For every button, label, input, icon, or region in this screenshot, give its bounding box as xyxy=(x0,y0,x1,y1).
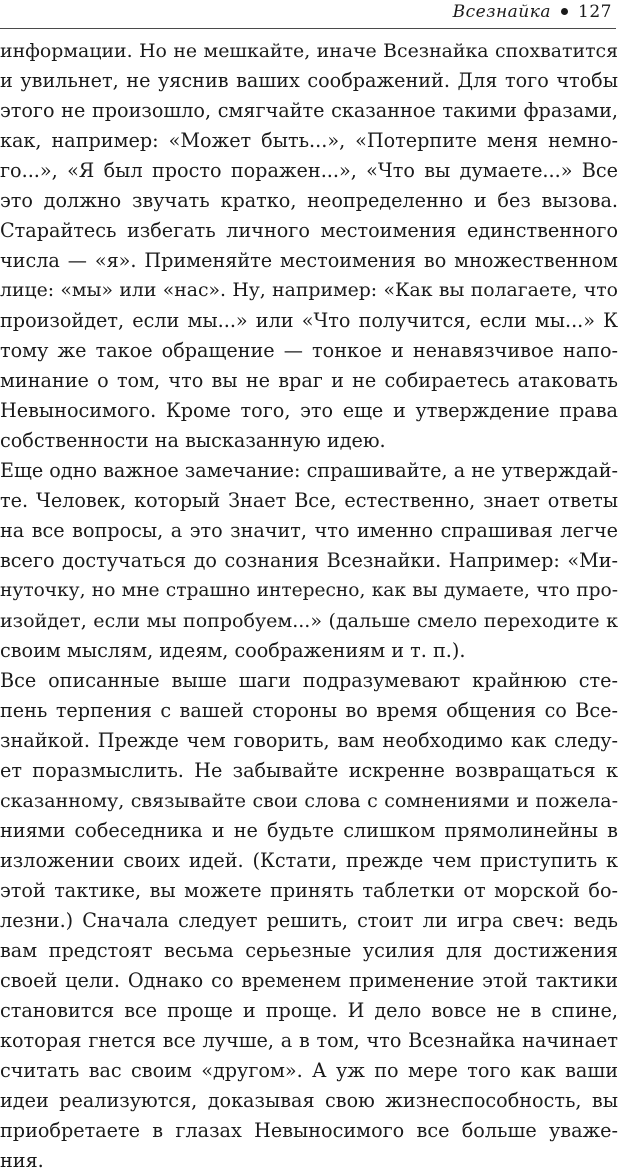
text-line: вам предстоят весьма серьезные усилия для достижения xyxy=(0,939,618,962)
text-line: Старайтесь избегать личного местоимения единственного xyxy=(0,219,618,242)
text-line: минание о том, что вы не враг и не собираетесь атаковать xyxy=(0,369,618,392)
text-line: этой тактике, вы можете принять таблетки от морской бо- xyxy=(0,879,618,902)
text-line: ния. xyxy=(0,1149,44,1172)
text-line: этого не произошло, смягчайте сказанное такими фразами, xyxy=(0,99,618,122)
text-line: пень терпения с вашей стороны во время общения со Все- xyxy=(0,699,618,722)
text-line: Еще одно важное замечание: спрашивайте, а не утверждай- xyxy=(0,459,618,482)
text-line: изойдет, если мы попробуем...» (дальше смело переходите к xyxy=(0,610,618,632)
running-head-title: Всезнайка xyxy=(452,2,552,22)
text-line: идеи реализуются, доказывая свою жизнеспособность, вы xyxy=(0,1089,618,1112)
text-line: информации. Но не мешкайте, иначе Всезнайка спохватится xyxy=(0,40,618,62)
text-line: изложении своих идей. (Кстати, прежде чем приступить к xyxy=(0,849,618,872)
text-line: становится все проще и проще. И дело вовсе не в спине, xyxy=(0,999,618,1022)
text-line: ет поразмыслить. Не забывайте искренне возвращаться к xyxy=(0,759,618,782)
paragraph xyxy=(0,36,618,456)
text-line: это должно звучать кратко, неопределенно и без вызова. xyxy=(0,189,618,212)
text-line: своим мыслям, идеям, соображениям и т. п.). xyxy=(0,639,466,662)
text-line: те. Человек, который Знает Все, естественно, знает ответы xyxy=(0,489,618,512)
text-line: лезни.) Сначала следует решить, стоит ли игра свеч: ведь xyxy=(0,909,618,932)
text-line: ниями собеседника и не будьте слишком прямолинейны в xyxy=(0,819,618,842)
text-line: произойдет, если мы...» или «Что получится, если мы...» К xyxy=(0,309,618,332)
text-line: своей цели. Однако со временем применение этой тактики xyxy=(0,969,618,992)
page-body xyxy=(0,36,618,1176)
text-line: сказанному, связывайте свои слова с сомнениями и пожела- xyxy=(0,790,618,812)
running-head-text xyxy=(453,2,612,22)
text-line: приобретаете в глазах Невыносимого все больше уваже- xyxy=(0,1119,618,1142)
bullet-separator-icon xyxy=(561,8,568,15)
text-line: Все описанные выше шаги подразумевают крайнюю сте- xyxy=(0,669,618,692)
paragraph xyxy=(0,666,618,1176)
text-line: которая гнется все лучше, а в том, что Всезнайка начинает xyxy=(0,1029,618,1052)
running-head xyxy=(0,0,620,30)
text-line: собственности на высказанную идею. xyxy=(0,429,386,452)
text-line: всего достучаться до сознания Всезнайки. Например: «Ми- xyxy=(0,549,618,572)
text-line: Невыносимого. Кроме того, это еще и утверждение права xyxy=(0,399,618,422)
text-line: нуточку, но мне страшно интересно, как вы думаете, что про- xyxy=(0,580,618,601)
text-line: лице: «мы» или «нас». Ну, например: «Как вы полагаете, что xyxy=(0,280,618,301)
text-line: числа — «я». Применяйте местоимения во множественном xyxy=(0,249,618,272)
paragraph xyxy=(0,456,618,666)
text-line: тому же такое обращение — тонкое и ненавязчивое напо- xyxy=(0,339,618,362)
text-line: как, например: «Может быть...», «Потерпите меня немно- xyxy=(0,129,618,152)
text-line: считать вас своим «другом». А уж по мере того как ваши xyxy=(0,1059,618,1082)
text-line: и увильнет, не уяснив ваших соображений. Для того чтобы xyxy=(0,69,618,92)
text-line: го...», «Я был просто поражен...», «Что вы думаете...» Все xyxy=(0,159,618,182)
text-line: на все вопросы, а это значит, что именно спрашивая легче xyxy=(0,519,618,542)
text-line: знайкой. Прежде чем говорить, вам необходимо как следу- xyxy=(0,729,618,752)
header-rule xyxy=(0,28,616,29)
page-number: 127 xyxy=(578,2,612,22)
